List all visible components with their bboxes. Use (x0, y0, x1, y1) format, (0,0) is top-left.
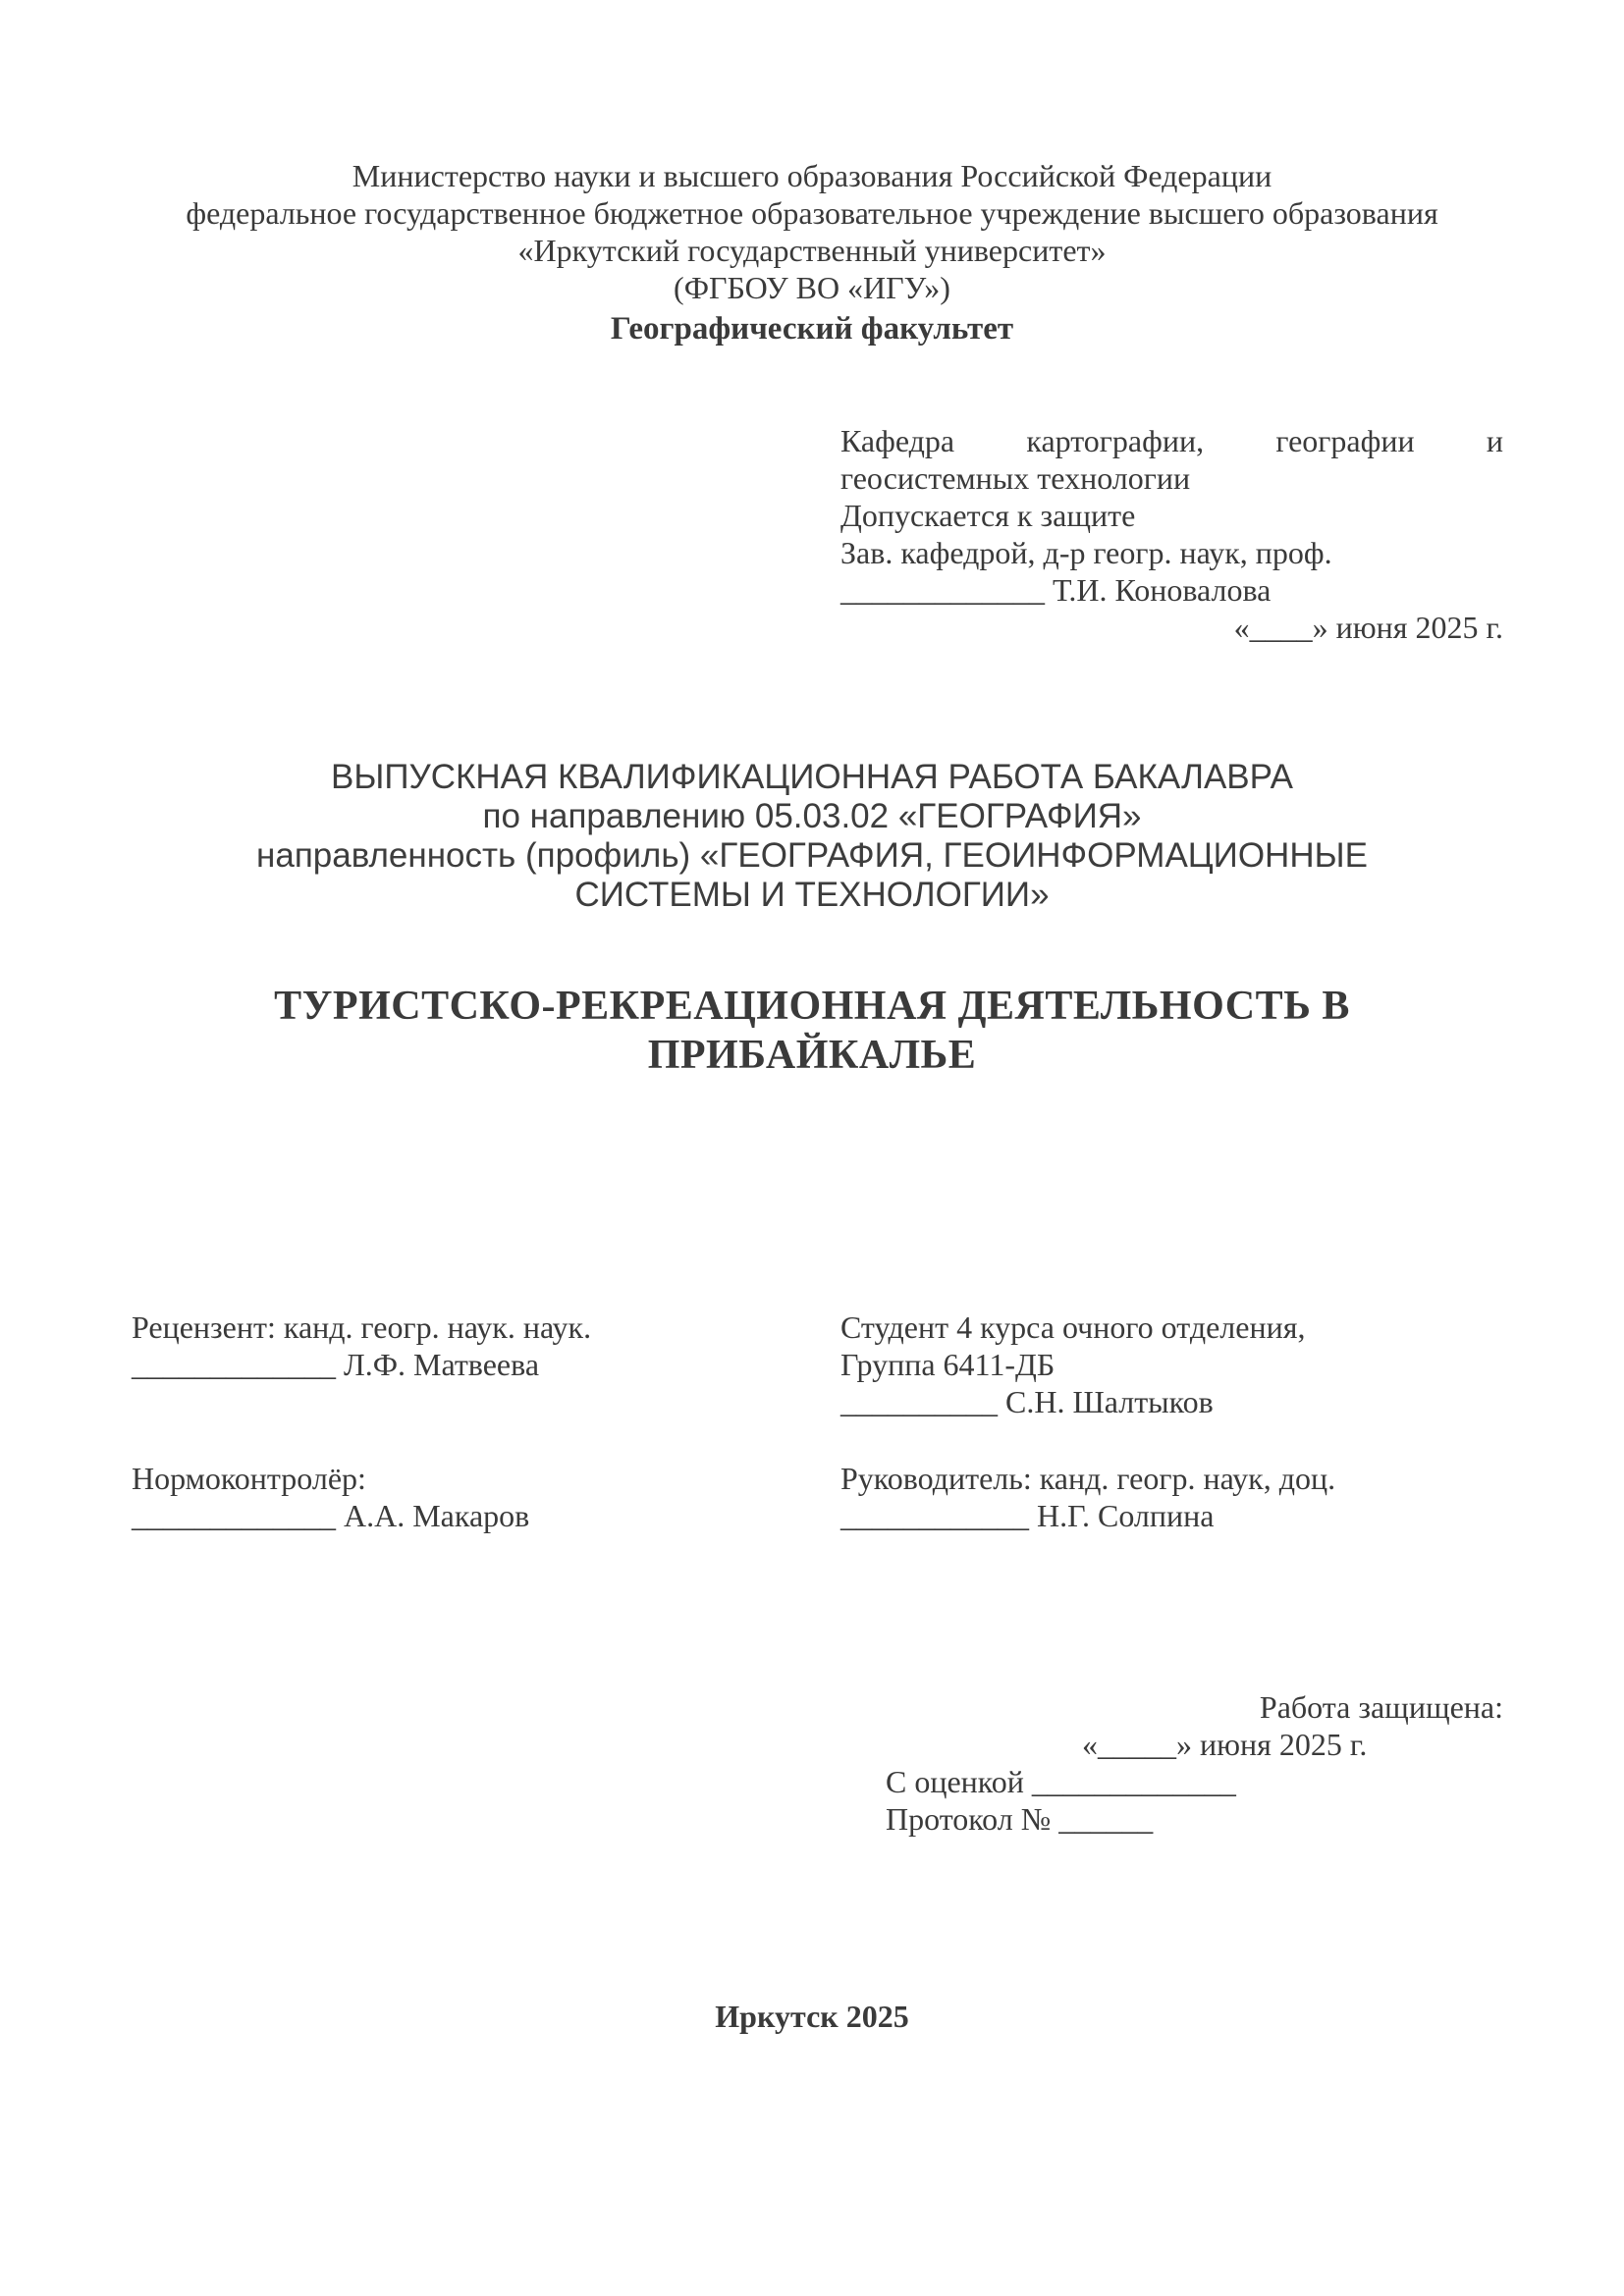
student-block (840, 1308, 1305, 1420)
supervisor-block (840, 1460, 1335, 1534)
institution-type-line: федеральное государственное бюджетное образовательное учреждение высшего образования (186, 195, 1438, 231)
reviewer-signature: _____________ Л.Ф. Матвеева (132, 1347, 540, 1382)
ministry-line: Министерство науки и высшего образования Российской Федерации (352, 158, 1272, 193)
department-word-1: Кафедра (840, 423, 955, 458)
head-title-line: Зав. кафедрой, д-р геогр. наук, проф. (840, 535, 1332, 570)
defense-grade: С оценкой _____________ (886, 1764, 1236, 1799)
department-word-2: картографии, (1026, 423, 1205, 458)
city-year: Иркутск 2025 (715, 1999, 909, 2034)
normcontroller-label: Нормоконтролёр: (132, 1461, 366, 1496)
thesis-line-4: СИСТЕМЫ И ТЕХНОЛОГИИ» (574, 876, 1050, 914)
defense-status: Работа защищена: (1259, 1689, 1503, 1725)
reviewer-label: Рецензент: канд. геогр. наук. наук. (132, 1309, 592, 1345)
normcontroller-signature: _____________ А.А. Макаров (132, 1498, 530, 1533)
supervisor-signature: ____________ Н.Г. Солпина (840, 1498, 1215, 1533)
university-line: «Иркутский государственный университет» (517, 233, 1107, 268)
department-word-4: и (1486, 423, 1503, 458)
defense-protocol: Протокол № ______ (886, 1801, 1154, 1837)
header-block (0, 157, 1624, 351)
student-signature: __________ С.Н. Шалтыков (840, 1384, 1214, 1419)
thesis-title (0, 982, 1624, 1080)
head-signature-line: _____________ Т.И. Коновалова (840, 572, 1272, 608)
supervisor-label: Руководитель: канд. геогр. наук, доц. (840, 1461, 1336, 1496)
student-label: Студент 4 курса очного отделения, (840, 1309, 1306, 1345)
approval-date-line: «____» июня 2025 г. (1233, 610, 1503, 645)
student-group: Группа 6411-ДБ (840, 1347, 1056, 1382)
department-block (840, 422, 1503, 646)
thesis-title-line-2: ПРИБАЙКАЛЬЕ (647, 1033, 977, 1078)
defense-date: «_____» июня 2025 г. (1082, 1727, 1368, 1762)
admitted-line: Допускается к защите (840, 498, 1136, 533)
thesis-line-1: ВЫПУСКНАЯ КВАЛИФИКАЦИОННАЯ РАБОТА БАКАЛАВРА (331, 758, 1293, 796)
thesis-block (0, 758, 1624, 915)
normcontroller-block (132, 1460, 529, 1534)
thesis-line-3: направленность (профиль) «ГЕОГРАФИЯ, ГЕОИНФОРМАЦИОННЫЕ (256, 836, 1368, 875)
abbreviation-line: (ФГБОУ ВО «ИГУ») (674, 270, 950, 305)
thesis-line-2: по направлению 05.03.02 «ГЕОГРАФИЯ» (482, 797, 1142, 835)
reviewer-block (132, 1308, 591, 1383)
department-line-2: геосистемных технологии (840, 460, 1191, 496)
defense-block (840, 1688, 1503, 1838)
department-word-3: географии (1275, 423, 1415, 458)
department-line-1 (840, 422, 1503, 459)
thesis-title-line-1: ТУРИСТСКО-РЕКРЕАЦИОННАЯ ДЕЯТЕЛЬНОСТЬ В (274, 984, 1350, 1029)
faculty-line: Географический факультет (610, 311, 1014, 347)
